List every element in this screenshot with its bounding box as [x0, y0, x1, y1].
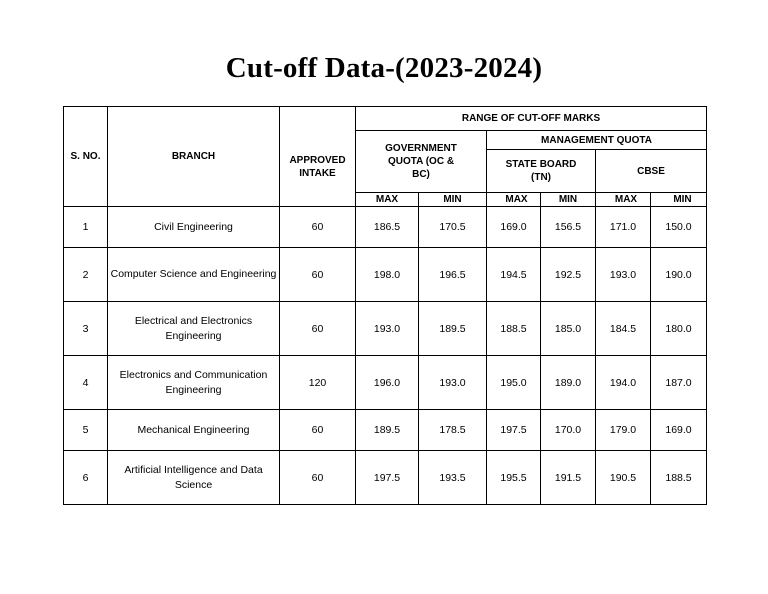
cbse-max-cell: 171.0: [596, 207, 651, 248]
gov-max-cell: 197.5: [356, 451, 419, 505]
sno-cell: 2: [64, 248, 108, 302]
table-row: [64, 207, 707, 248]
sb-max-cell: 195.0: [487, 356, 541, 410]
sb-max-cell: 195.5: [487, 451, 541, 505]
sb-max-header: MAX: [487, 193, 541, 207]
sb-max-cell: 194.5: [487, 248, 541, 302]
table-row: [64, 451, 707, 505]
gov-max-header: MAX: [356, 193, 419, 207]
cbse-max-cell: 179.0: [596, 410, 651, 451]
sno-cell: 6: [64, 451, 108, 505]
cbse-min-cell: 180.0: [651, 302, 707, 356]
table-row: [64, 410, 707, 451]
sb-max-cell: 188.5: [487, 302, 541, 356]
intake-cell: 60: [280, 451, 356, 505]
sb-min-header: MIN: [541, 193, 596, 207]
sb-min-cell: 192.5: [541, 248, 596, 302]
cbse-header: CBSE: [596, 150, 707, 193]
sb-min-cell: 191.5: [541, 451, 596, 505]
branch-cell: Artificial Intelligence and Data Science: [108, 451, 280, 505]
gov-min-cell: 193.0: [419, 356, 487, 410]
intake-cell: 60: [280, 410, 356, 451]
management-quota-header: MANAGEMENT QUOTA: [487, 131, 707, 150]
intake-cell: 60: [280, 248, 356, 302]
intake-cell: 120: [280, 356, 356, 410]
table-row: [64, 248, 707, 302]
cbse-max-cell: 194.0: [596, 356, 651, 410]
branch-header: BRANCH: [108, 107, 280, 207]
range-header: RANGE OF CUT-OFF MARKS: [356, 107, 707, 131]
intake-header: [280, 107, 356, 207]
gov-max-cell: 186.5: [356, 207, 419, 248]
cbse-max-header: MAX: [596, 193, 651, 207]
sb-min-cell: 156.5: [541, 207, 596, 248]
branch-cell: Computer Science and Engineering: [108, 248, 280, 302]
gov-min-cell: 196.5: [419, 248, 487, 302]
cbse-max-cell: 193.0: [596, 248, 651, 302]
gov-min-cell: 178.5: [419, 410, 487, 451]
gov-max-cell: 196.0: [356, 356, 419, 410]
table-row: [64, 356, 707, 410]
sno-cell: 1: [64, 207, 108, 248]
government-quota-label: GOVERNMENT QUOTA (OC & BC): [385, 143, 457, 180]
gov-min-header: MIN: [419, 193, 487, 207]
branch-cell: Mechanical Engineering: [108, 410, 280, 451]
sno-cell: 4: [64, 356, 108, 410]
sb-max-cell: 169.0: [487, 207, 541, 248]
cbse-min-header: MIN: [651, 193, 707, 207]
government-quota-header: [356, 131, 487, 193]
sno-header: S. NO.: [64, 107, 108, 207]
intake-cell: 60: [280, 302, 356, 356]
sb-min-cell: 185.0: [541, 302, 596, 356]
sb-max-cell: 197.5: [487, 410, 541, 451]
sno-cell: 5: [64, 410, 108, 451]
branch-cell: Civil Engineering: [108, 207, 280, 248]
gov-min-cell: 189.5: [419, 302, 487, 356]
cbse-min-cell: 187.0: [651, 356, 707, 410]
gov-min-cell: 193.5: [419, 451, 487, 505]
sb-min-cell: 189.0: [541, 356, 596, 410]
page-title: Cut-off Data-(2023-2024): [225, 52, 543, 84]
gov-min-cell: 170.5: [419, 207, 487, 248]
state-board-label: STATE BOARD (TN): [505, 159, 577, 183]
gov-max-cell: 193.0: [356, 302, 419, 356]
sb-min-cell: 170.0: [541, 410, 596, 451]
table-row: [64, 302, 707, 356]
cutoff-table: [63, 106, 707, 505]
gov-max-cell: 189.5: [356, 410, 419, 451]
cbse-max-cell: 184.5: [596, 302, 651, 356]
cbse-min-cell: 150.0: [651, 207, 707, 248]
cbse-min-cell: 169.0: [651, 410, 707, 451]
cbse-min-cell: 188.5: [651, 451, 707, 505]
sno-cell: 3: [64, 302, 108, 356]
intake-cell: 60: [280, 207, 356, 248]
cbse-min-cell: 190.0: [651, 248, 707, 302]
gov-max-cell: 198.0: [356, 248, 419, 302]
branch-cell: Electronics and Communication Engineering: [108, 356, 280, 410]
intake-header-label: APPROVED INTAKE: [289, 154, 346, 179]
branch-cell: Electrical and Electronics Engineering: [108, 302, 280, 356]
cbse-max-cell: 190.5: [596, 451, 651, 505]
state-board-header: [487, 150, 596, 193]
